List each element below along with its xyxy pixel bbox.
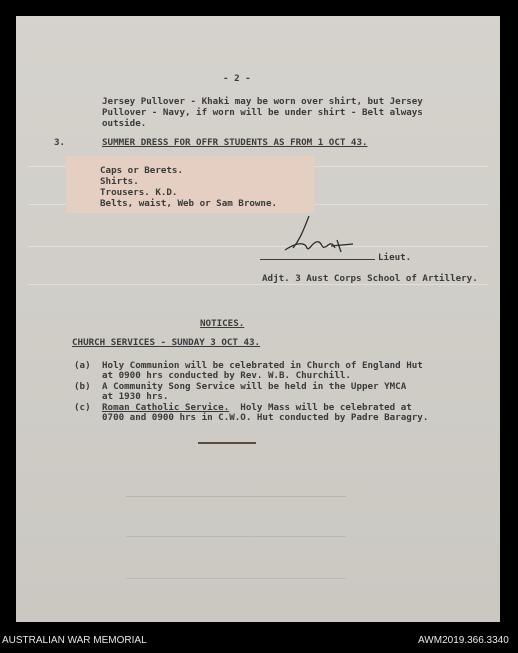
item-c-label: (c) bbox=[74, 402, 91, 413]
document-page bbox=[16, 16, 500, 622]
section-3-number: 3. bbox=[54, 137, 66, 148]
item-b-line-1: A Community Song Service will be held in the Upper YMCA bbox=[102, 381, 407, 392]
faint-line bbox=[126, 536, 346, 537]
jersey-line-3: outside. bbox=[102, 118, 147, 129]
footer-institution: AUSTRALIAN WAR MEMORIAL bbox=[2, 635, 147, 646]
handwritten-signature bbox=[271, 212, 381, 262]
signature-title: Adjt. 3 Aust Corps School of Artillery. bbox=[262, 273, 478, 284]
item-a-label: (a) bbox=[74, 360, 91, 371]
page-number: - 2 - bbox=[223, 73, 251, 84]
jersey-line-2: Pullover - Navy, if worn will be under shirt - Belt always bbox=[102, 107, 423, 118]
church-services-heading: CHURCH SERVICES - SUNDAY 3 OCT 43. bbox=[72, 337, 261, 348]
signature-line bbox=[260, 259, 375, 260]
item-c-rest: Holy Mass will be celebrated at bbox=[229, 402, 412, 413]
end-rule bbox=[198, 442, 256, 444]
dress-item-2: Shirts. bbox=[100, 176, 139, 187]
item-c-underlined: Roman Catholic Service. bbox=[102, 402, 230, 413]
dress-item-4: Belts, waist, Web or Sam Browne. bbox=[100, 198, 278, 209]
item-b-label: (b) bbox=[74, 381, 91, 392]
item-a-line-1: Holy Communion will be celebrated in Church of England Hut bbox=[102, 360, 423, 371]
item-c-line-2: 0700 and 0900 hrs in C.W.O. Hut conducted by Padre Baragry. bbox=[102, 412, 429, 423]
faint-line bbox=[126, 496, 346, 497]
signature-rank: Lieut. bbox=[378, 252, 412, 263]
dress-item-1: Caps or Berets. bbox=[100, 165, 183, 176]
section-3-heading: SUMMER DRESS FOR OFFR STUDENTS AS FROM 1 OCT 43. bbox=[102, 137, 368, 148]
item-b-line-2: at 1930 hrs. bbox=[102, 391, 169, 402]
notices-heading: NOTICES. bbox=[200, 318, 245, 329]
faint-line bbox=[126, 578, 346, 579]
item-a-line-2: at 0900 hrs conducted by Rev. W.B. Churchill. bbox=[102, 370, 351, 381]
jersey-line-1: Jersey Pullover - Khaki may be worn over shirt, but Jersey bbox=[102, 96, 423, 107]
dress-item-3: Trousers. K.D. bbox=[100, 187, 178, 198]
footer-accession-number: AWM2019.366.3340 bbox=[418, 635, 509, 646]
